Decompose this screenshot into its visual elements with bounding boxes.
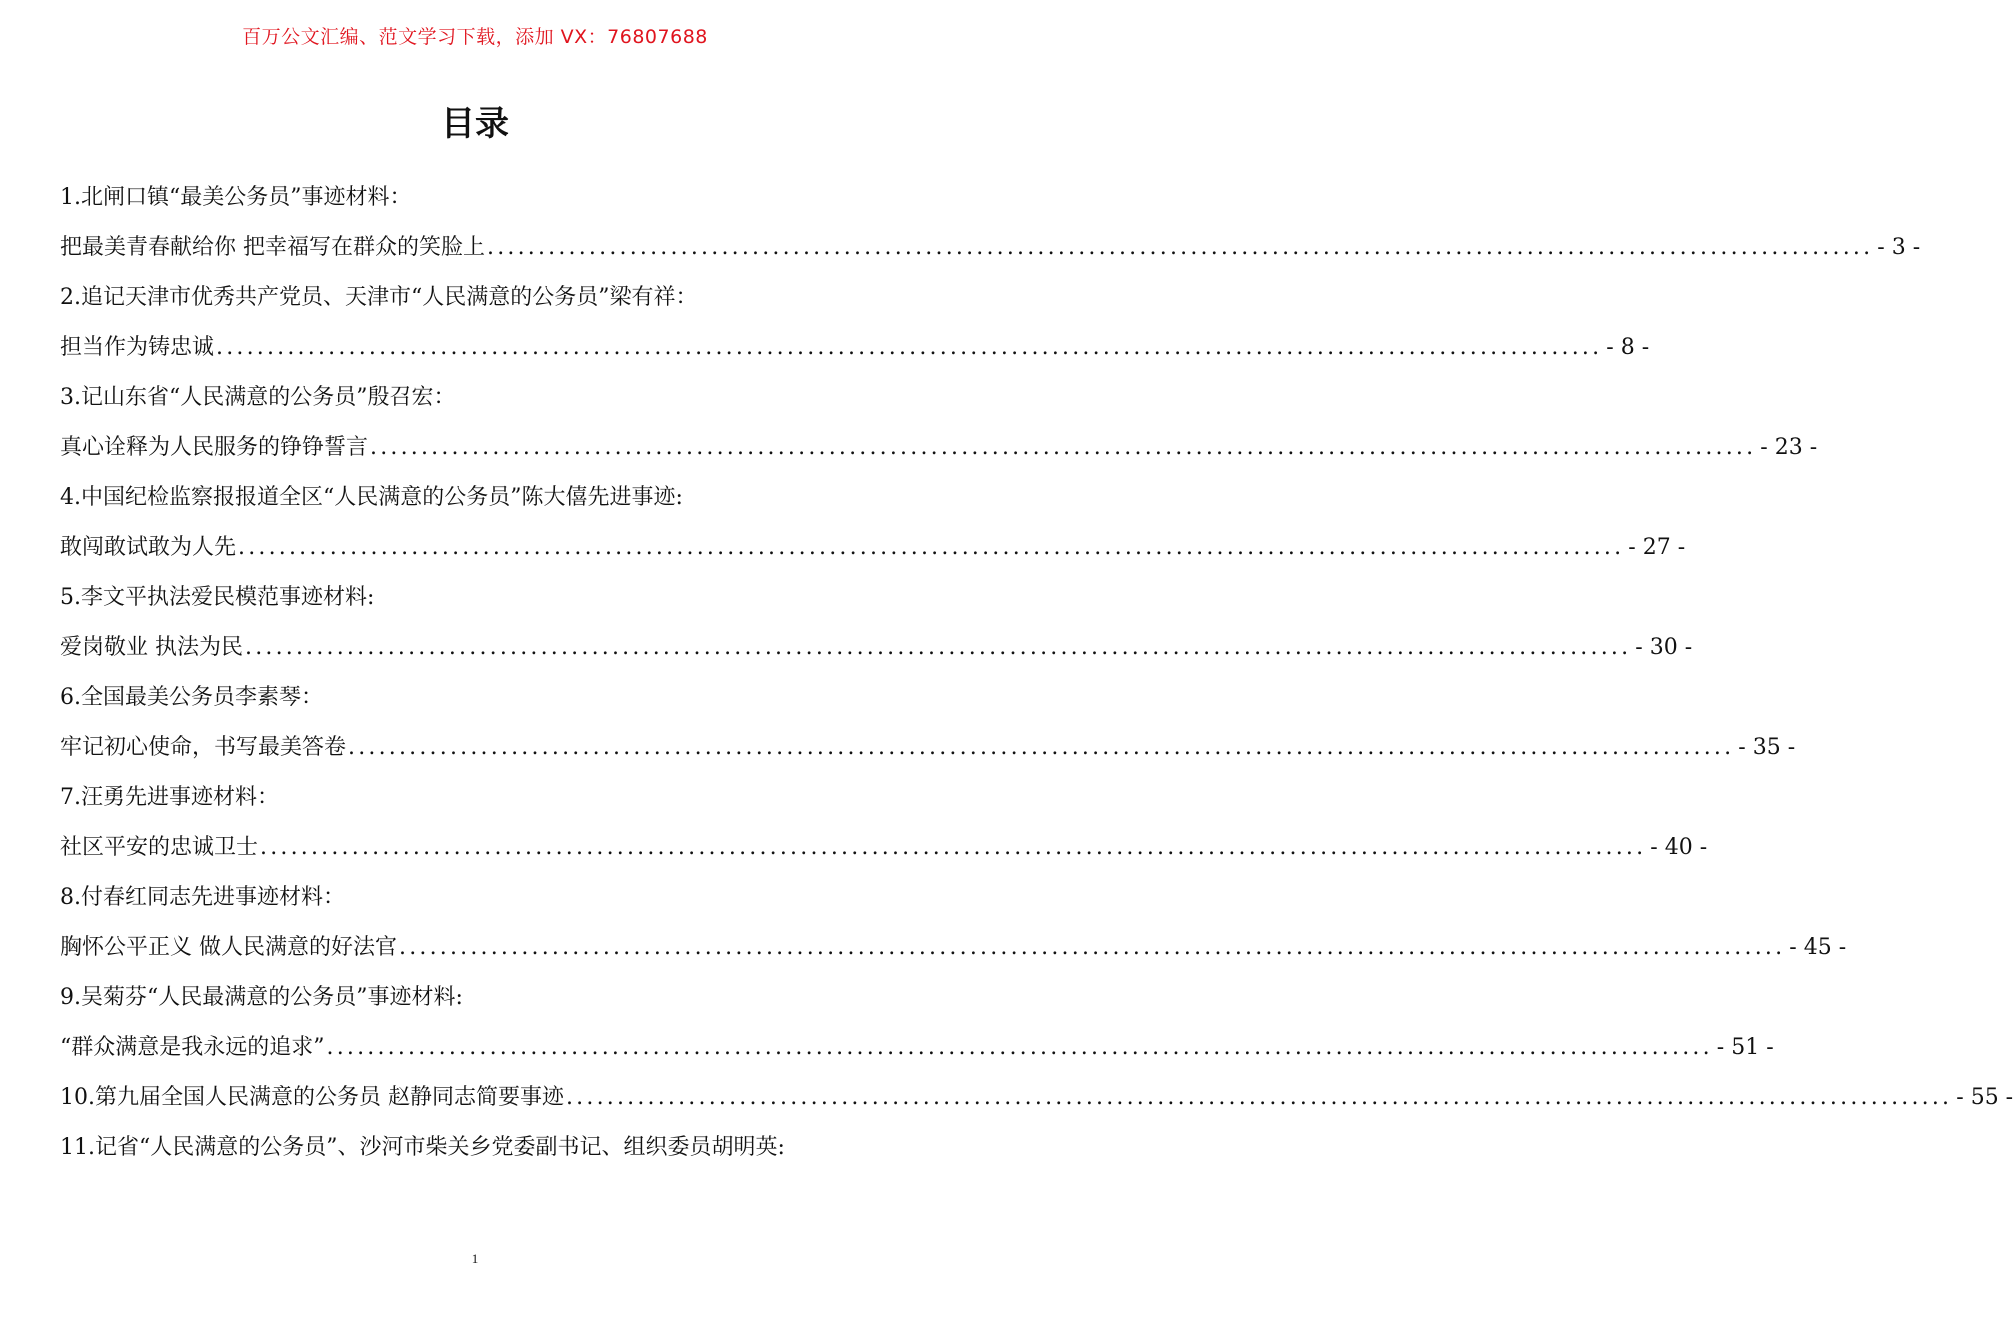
dot-leader: ........................................................................................................................................ <box>260 835 1647 860</box>
header-banner: 百万公文汇编、范文学习下载，添加 VX：76807688 <box>242 26 708 48</box>
toc-heading-9: 9.吴菊芬“人民最满意的公务员”事迹材料: <box>60 985 463 1010</box>
toc-entry-title: 爱岗敬业 执法为民 <box>60 635 243 660</box>
toc-entry-1[interactable] <box>60 223 1921 273</box>
toc-heading-4: 4.中国纪检监察报报道全区“人民满意的公务员”陈大僖先进事迹: <box>60 485 683 510</box>
toc-entry-8[interactable] <box>60 923 1847 973</box>
toc-entry-title: 担当作为铸忠诚 <box>60 335 215 360</box>
toc-entry-6[interactable] <box>60 723 1796 773</box>
toc-heading-2: 2.追记天津市优秀共产党员、天津市“人民满意的公务员”梁有祥： <box>60 285 698 310</box>
toc-page-number: - 30 - <box>1635 635 1693 660</box>
toc-heading-3: 3.记山东省“人民满意的公务员”殷召宏： <box>60 385 456 410</box>
toc-entry-5[interactable] <box>60 623 1693 673</box>
toc-entry-title: 牢记初心使命，书写最美答卷 <box>60 735 347 760</box>
toc-entry-2[interactable] <box>60 323 1650 373</box>
dot-leader: ........................................................................................................................................ <box>487 235 1874 260</box>
dot-leader: ........................................................................................................................................ <box>565 1085 1953 1110</box>
toc-page-number: - 23 - <box>1760 435 1818 460</box>
toc-page-number: - 40 - <box>1650 835 1708 860</box>
toc-page-number: - 51 - <box>1716 1035 1774 1060</box>
toc-page-number: - 45 - <box>1789 935 1847 960</box>
dot-leader: ........................................................................................................................................ <box>348 735 1735 760</box>
dot-leader: ........................................................................................................................................ <box>245 635 1632 660</box>
toc-page-number: - 35 - <box>1738 735 1796 760</box>
toc-entry-10[interactable] <box>60 1073 2013 1123</box>
toc-entry-title: 10.第九届全国人民满意的公务员 赵静同志简要事迹 <box>60 1085 564 1110</box>
toc-heading-11: 11.记省“人民满意的公务员”、沙河市柴关乡党委副书记、组织委员胡明英: <box>60 1135 785 1160</box>
dot-leader: ........................................................................................................................................ <box>238 535 1625 560</box>
toc-entry-title: 把最美青春献给你 把幸福写在群众的笑脸上 <box>60 235 485 260</box>
toc-heading-6: 6.全国最美公务员李素琴： <box>60 685 323 710</box>
toc-entry-3[interactable] <box>60 423 1818 473</box>
toc-heading-5: 5.李文平执法爱民模范事迹材料: <box>60 585 375 610</box>
toc-entry-7[interactable] <box>60 823 1708 873</box>
dot-leader: ........................................................................................................................................ <box>399 935 1786 960</box>
dot-leader: ........................................................................................................................................ <box>216 335 1603 360</box>
toc-entry-9[interactable] <box>60 1023 1774 1073</box>
dot-leader: ........................................................................................................................................ <box>326 1035 1713 1060</box>
toc-entry-title: 胸怀公平正义 做人民满意的好法官 <box>60 935 397 960</box>
toc-entry-title: 社区平安的忠诚卫士 <box>60 835 259 860</box>
page-number: 1 <box>471 1251 479 1266</box>
toc-entry-title: 真心诠释为人民服务的铮铮誓言 <box>60 435 369 460</box>
table-of-contents <box>60 173 2013 1173</box>
toc-page-number: - 8 - <box>1606 335 1650 360</box>
toc-heading-1: 1.北闸口镇“最美公务员”事迹材料： <box>60 185 412 210</box>
dot-leader: ........................................................................................................................................ <box>370 435 1757 460</box>
toc-entry-4[interactable] <box>60 523 1686 573</box>
toc-heading-7: 7.汪勇先进事迹材料： <box>60 785 279 810</box>
toc-entry-title: “群众满意是我永远的追求” <box>60 1035 325 1060</box>
toc-page-number: - 3 - <box>1877 235 1921 260</box>
toc-heading-8: 8.付春红同志先进事迹材料： <box>60 885 345 910</box>
toc-page-number: - 55 - <box>1956 1085 2013 1110</box>
page-title: 目录 <box>441 104 509 144</box>
toc-page-number: - 27 - <box>1628 535 1686 560</box>
toc-entry-title: 敢闯敢试敢为人先 <box>60 535 237 560</box>
